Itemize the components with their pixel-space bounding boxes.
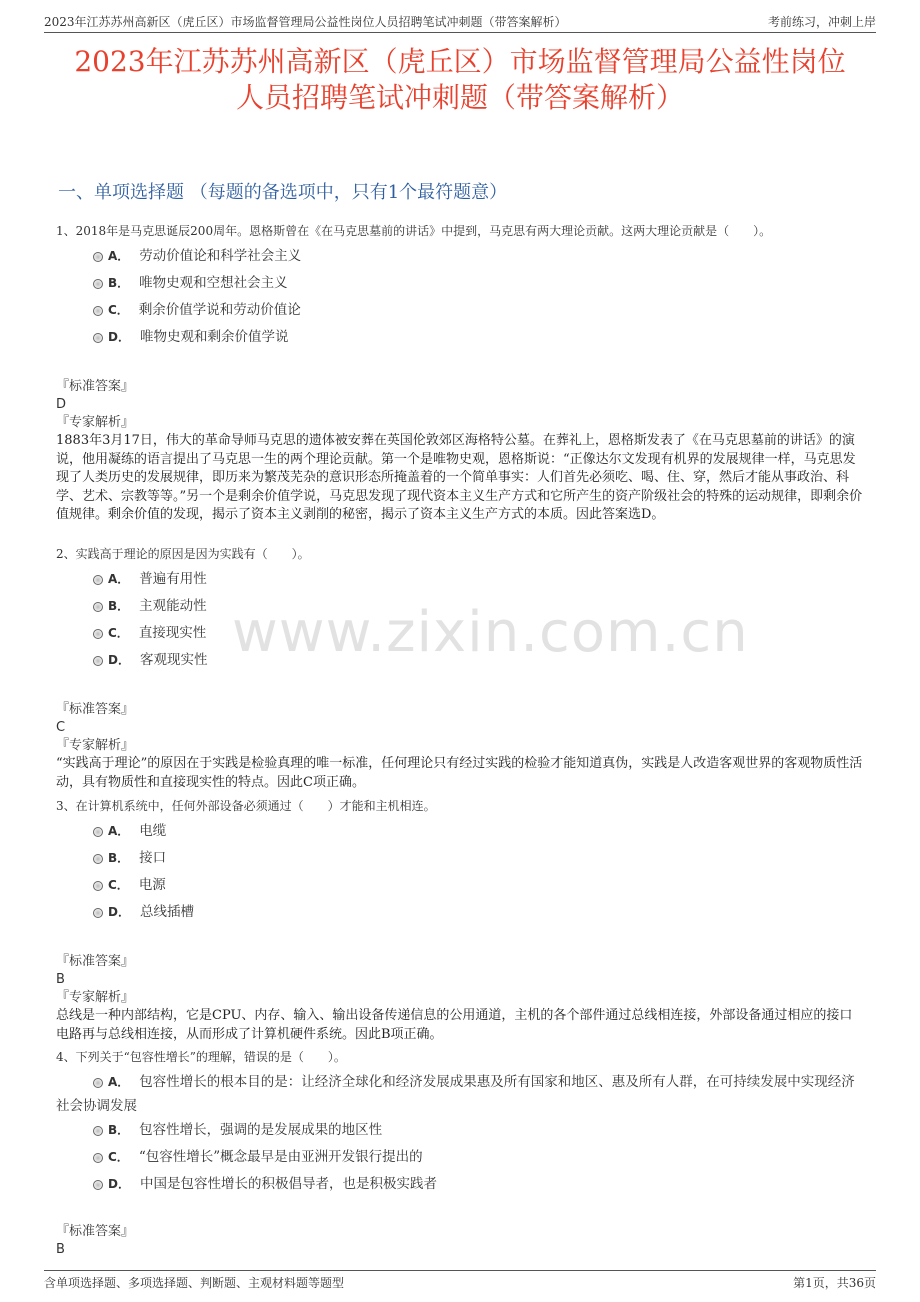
- radio-icon[interactable]: [93, 1180, 103, 1190]
- radio-icon[interactable]: [93, 279, 103, 289]
- title-line-2: 人员招聘笔试冲刺题（带答案解析）: [235, 81, 684, 114]
- radio-icon[interactable]: [93, 908, 103, 918]
- radio-icon[interactable]: [93, 333, 103, 343]
- option-c[interactable]: C． “包容性增长”概念最早是由亚洲开发银行提出的: [56, 1145, 864, 1172]
- question-stem: 1、2018年是马克思诞辰200周年。恩格斯曾在《在马克思墓前的讲话》中提到，马克思有两大理论贡献。这两大理论贡献是（ ）。: [56, 224, 772, 238]
- radio-icon[interactable]: [93, 1153, 103, 1163]
- option-b[interactable]: B． 包容性增长，强调的是发展成果的地区性: [56, 1118, 864, 1145]
- option-list: [56, 1070, 864, 1199]
- page-header: [44, 10, 876, 33]
- radio-icon[interactable]: [93, 656, 103, 666]
- expert-analysis-label: 『专家解析』: [56, 415, 135, 430]
- radio-icon[interactable]: [93, 854, 103, 864]
- standard-answer: D: [56, 397, 67, 412]
- standard-answer-label: 『标准答案』: [56, 954, 135, 969]
- expert-analysis-label: 『专家解析』: [56, 738, 135, 753]
- watermark: www.zixin.com.cn: [232, 600, 749, 665]
- radio-icon[interactable]: [93, 827, 103, 837]
- section-title: 一、单项选择题 （每题的备选项中，只有1个最符题意）: [58, 182, 508, 203]
- standard-answer-label: 『标准答案』: [56, 379, 135, 394]
- option-a[interactable]: A． 包容性增长的根本目的是：让经济全球化和经济发展成果惠及所有国家和地区、惠及所有人群，在可持续发展中实现经济社会协调发展: [56, 1074, 855, 1114]
- standard-answer-label: 『标准答案』: [56, 702, 135, 717]
- radio-icon[interactable]: [93, 629, 103, 639]
- option-list: [56, 567, 864, 675]
- option-d[interactable]: D． 唯物史观和剩余价值学说: [56, 325, 864, 352]
- header-slogan: 考前练习，冲刺上岸: [767, 15, 876, 29]
- expert-analysis-label: 『专家解析』: [56, 990, 135, 1005]
- radio-icon[interactable]: [93, 881, 103, 891]
- header-doc-name: 2023年江苏苏州高新区（虎丘区）市场监督管理局公益性岗位人员招聘笔试冲刺题（带答案解析）: [44, 15, 567, 29]
- question-1: [56, 222, 864, 525]
- question-4: [56, 1048, 864, 1259]
- option-b[interactable]: B． 主观能动性: [56, 594, 864, 621]
- radio-icon[interactable]: [93, 602, 103, 612]
- radio-icon[interactable]: [93, 1126, 103, 1136]
- option-a[interactable]: A． 电缆: [56, 819, 864, 846]
- page-number: 第1页，共36页: [793, 1276, 876, 1290]
- standard-answer: B: [56, 972, 65, 987]
- question-stem: 2、实践高于理论的原因是因为实践有（ ）。: [56, 547, 310, 561]
- radio-icon[interactable]: [93, 306, 103, 316]
- option-list: [56, 819, 864, 927]
- standard-answer-label: 『标准答案』: [56, 1224, 135, 1239]
- option-c[interactable]: C． 剩余价值学说和劳动价值论: [56, 298, 864, 325]
- title-line-1: 2023年江苏苏州高新区（虎丘区）市场监督管理局公益性岗位: [74, 45, 846, 78]
- document-title: [40, 44, 880, 116]
- radio-icon[interactable]: [93, 575, 103, 585]
- radio-icon[interactable]: [93, 1078, 103, 1088]
- expert-analysis: 1883年3月17日，伟大的革命导师马克思的遗体被安葬在英国伦敦郊区海格特公墓。在葬礼上，恩格斯发表了《在马克思墓前的讲话》的演说，他用凝练的语言提出了马克思一生的两个理论贡献。第一个是唯物史观，恩格斯说：“正像达尔文发现有机界的发展规律一样，马克思发现了人类历史的发展规律，即历来为繁茂芜杂的意识形态所掩盖着的一个简单事实：人们首先必须吃、喝、住、穿，然后才能从事政治、科学、艺术、宗教等等。”另一个是剩余价值学说，马克思发现了现代资本主义生产方式和它所产生的资产阶级社会的特殊的运动规律，即剩余价值规律。剩余价值的发现，揭示了资本主义剥削的秘密，揭示了资本主义生产方式的本质。因此答案选D。: [56, 433, 863, 522]
- question-stem: 4、下列关于“包容性增长”的理解，错误的是（ ）。: [56, 1050, 346, 1064]
- option-d[interactable]: D． 中国是包容性增长的积极倡导者，也是积极实践者: [56, 1172, 864, 1199]
- question-3: [56, 797, 864, 1044]
- option-b[interactable]: B． 接口: [56, 846, 864, 873]
- standard-answer: C: [56, 720, 66, 735]
- option-list: [56, 244, 864, 352]
- footer-question-types: 含单项选择题、多项选择题、判断题、主观材料题等题型: [44, 1276, 345, 1290]
- expert-analysis: “实践高于理论”的原因在于实践是检验真理的唯一标准，任何理论只有经过实践的检验才能知道真伪，实践是人改造客观世界的客观物质性活动，具有物质性和直接现实性的特点。因此C项正确。: [56, 756, 863, 790]
- option-b[interactable]: B． 唯物史观和空想社会主义: [56, 271, 864, 298]
- standard-answer: B: [56, 1242, 65, 1257]
- option-d[interactable]: D． 客观现实性: [56, 648, 864, 675]
- radio-icon[interactable]: [93, 252, 103, 262]
- option-c[interactable]: C． 直接现实性: [56, 621, 864, 648]
- option-a[interactable]: A． 劳动价值论和科学社会主义: [56, 244, 864, 271]
- expert-analysis: 总线是一种内部结构，它是CPU、内存、输入、输出设备传递信息的公用通道，主机的各个部件通过总线相连接，外部设备通过相应的接口电路再与总线相连接，从而形成了计算机硬件系统。因此B项正确。: [56, 1008, 853, 1042]
- option-a[interactable]: A． 普遍有用性: [56, 567, 864, 594]
- option-c[interactable]: C． 电源: [56, 873, 864, 900]
- option-d[interactable]: D． 总线插槽: [56, 900, 864, 927]
- question-stem: 3、在计算机系统中，任何外部设备必须通过（ ）才能和主机相连。: [56, 799, 436, 813]
- question-2: [56, 545, 864, 792]
- page-footer: [44, 1270, 876, 1291]
